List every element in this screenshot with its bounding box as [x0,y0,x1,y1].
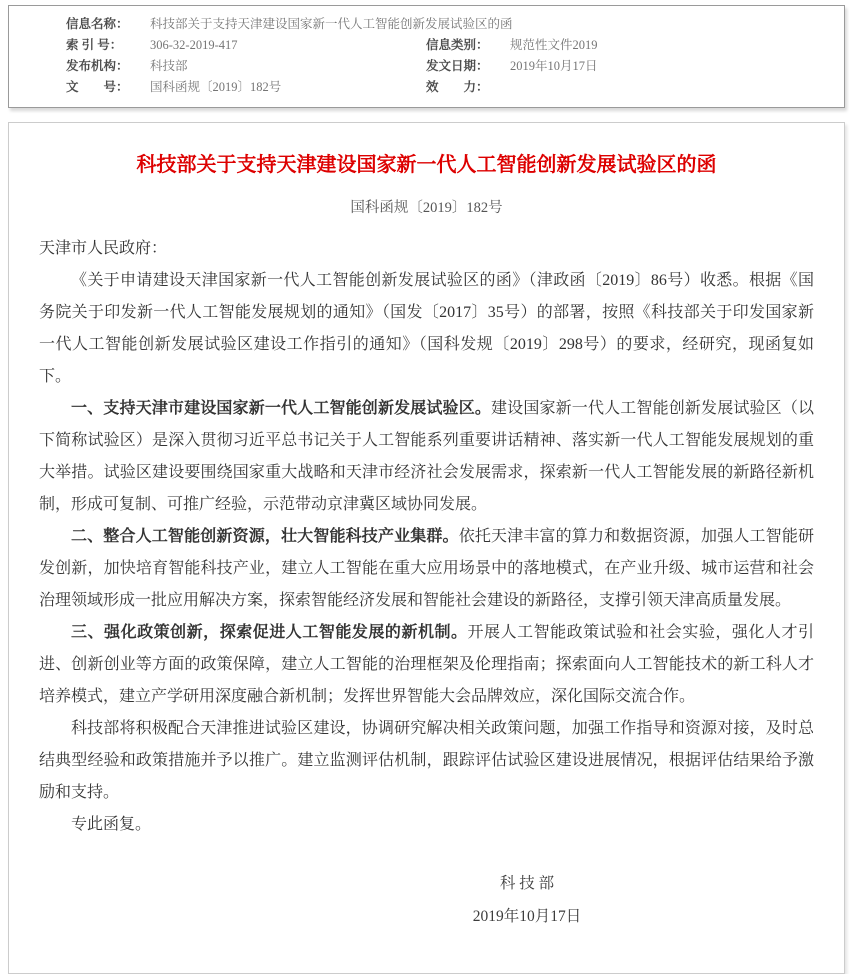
paragraph-lead: 三、强化政策创新，探索促进人工智能发展的新机制。 [71,624,468,641]
info-label-issue-date: 发文日期： [426,59,489,73]
paragraph-text: 专此函复。 [71,816,152,833]
info-label-agency: 发布机构： [66,59,129,73]
salutation: 天津市人民政府： [39,240,168,257]
paragraph-text: 科技部将积极配合天津推进试验区建设，协调研究解决相关政策问题，加强工作指导和资源对接，及时总结典型经验和政策措施并予以推广。建立监测评估机制，跟踪评估试验区建设进展情况，根据评估结果给予激励和支持。 [39,720,814,801]
document-title: 科技部关于支持天津建设国家新一代人工智能创新发展试验区的函 [136,154,717,176]
document-body-panel [8,122,845,974]
signature-date: 2019年10月17日 [472,908,582,925]
signature-agency: 科 技 部 [499,875,555,892]
paragraph [39,521,814,617]
info-value-name: 科技部关于支持天津建设国家新一代人工智能创新发展试验区的函 [150,17,513,31]
info-value-effect [510,77,828,98]
signature-block [412,867,642,933]
info-label-doc-number: 文 号： [66,80,129,94]
paragraph [39,393,814,521]
info-value-index: 306-32-2019-417 [150,38,238,52]
paragraph-text: 《关于申请建设天津国家新一代人工智能创新发展试验区的函》（津政函〔2019〕86号）收悉。根据《国务院关于印发新一代人工智能发展规划的通知》（国发〔2017〕35号）的部署，按照《科技部关于印发国家新一代人工智能创新发展试验区建设工作指引的通知》（国科发规〔2019〕298号）的要求，经研究，现函复如下。 [39,272,814,385]
paragraph-lead: 二、整合人工智能创新资源，壮大智能科技产业集群。 [71,528,459,545]
page [0,5,853,925]
info-value-agency: 科技部 [150,59,188,73]
document-info-panel [8,5,845,108]
document-text [39,233,814,841]
paragraph [39,713,814,809]
info-value-category: 规范性文件2019 [510,38,598,52]
document-number: 国科函规〔2019〕182号 [350,200,503,216]
paragraph-lead: 一、支持天津市建设国家新一代人工智能创新发展试验区。 [71,400,492,417]
info-value-issue-date: 2019年10月17日 [510,59,598,73]
paragraph [39,265,814,393]
info-value-doc-number: 国科函规〔2019〕182号 [150,80,282,94]
info-label-effect: 效 力： [426,80,489,94]
paragraph-text: 依托天津丰富的算力和数据资源，加强人工智能研发创新，加快培育智能科技产业，建立人工智能在重大应用场景中的落地模式，在产业升级、城市运营和社会治理领域形成一批应用解决方案，探索智能经济发展和智能社会建设的新路径，支撑引领天津高质量发展。 [39,528,814,609]
paragraph [39,809,814,841]
paragraph-text: 开展人工智能政策试验和社会实验，强化人才引进、创新创业等方面的政策保障，建立人工智能的治理框架及伦理指南；探索面向人工智能技术的新工科人才培养模式，建立产学研用深度融合新机制；发挥世界智能大会品牌效应，深化国际交流合作。 [39,624,814,705]
info-label-index: 索 引 号： [66,38,123,52]
paragraph-text: 建设国家新一代人工智能创新发展试验区（以下简称试验区）是深入贯彻习近平总书记关于人工智能系列重要讲话精神、落实新一代人工智能发展规划的重大举措。试验区建设要围绕国家重大战略和天津市经济社会发展需求，探索新一代人工智能发展的新路径新机制，形成可复制、可推广经验，示范带动京津冀区域协同发展。 [39,400,814,513]
info-label-name: 信息名称： [66,17,129,31]
paragraph [39,617,814,713]
info-label-category: 信息类别： [426,38,489,52]
